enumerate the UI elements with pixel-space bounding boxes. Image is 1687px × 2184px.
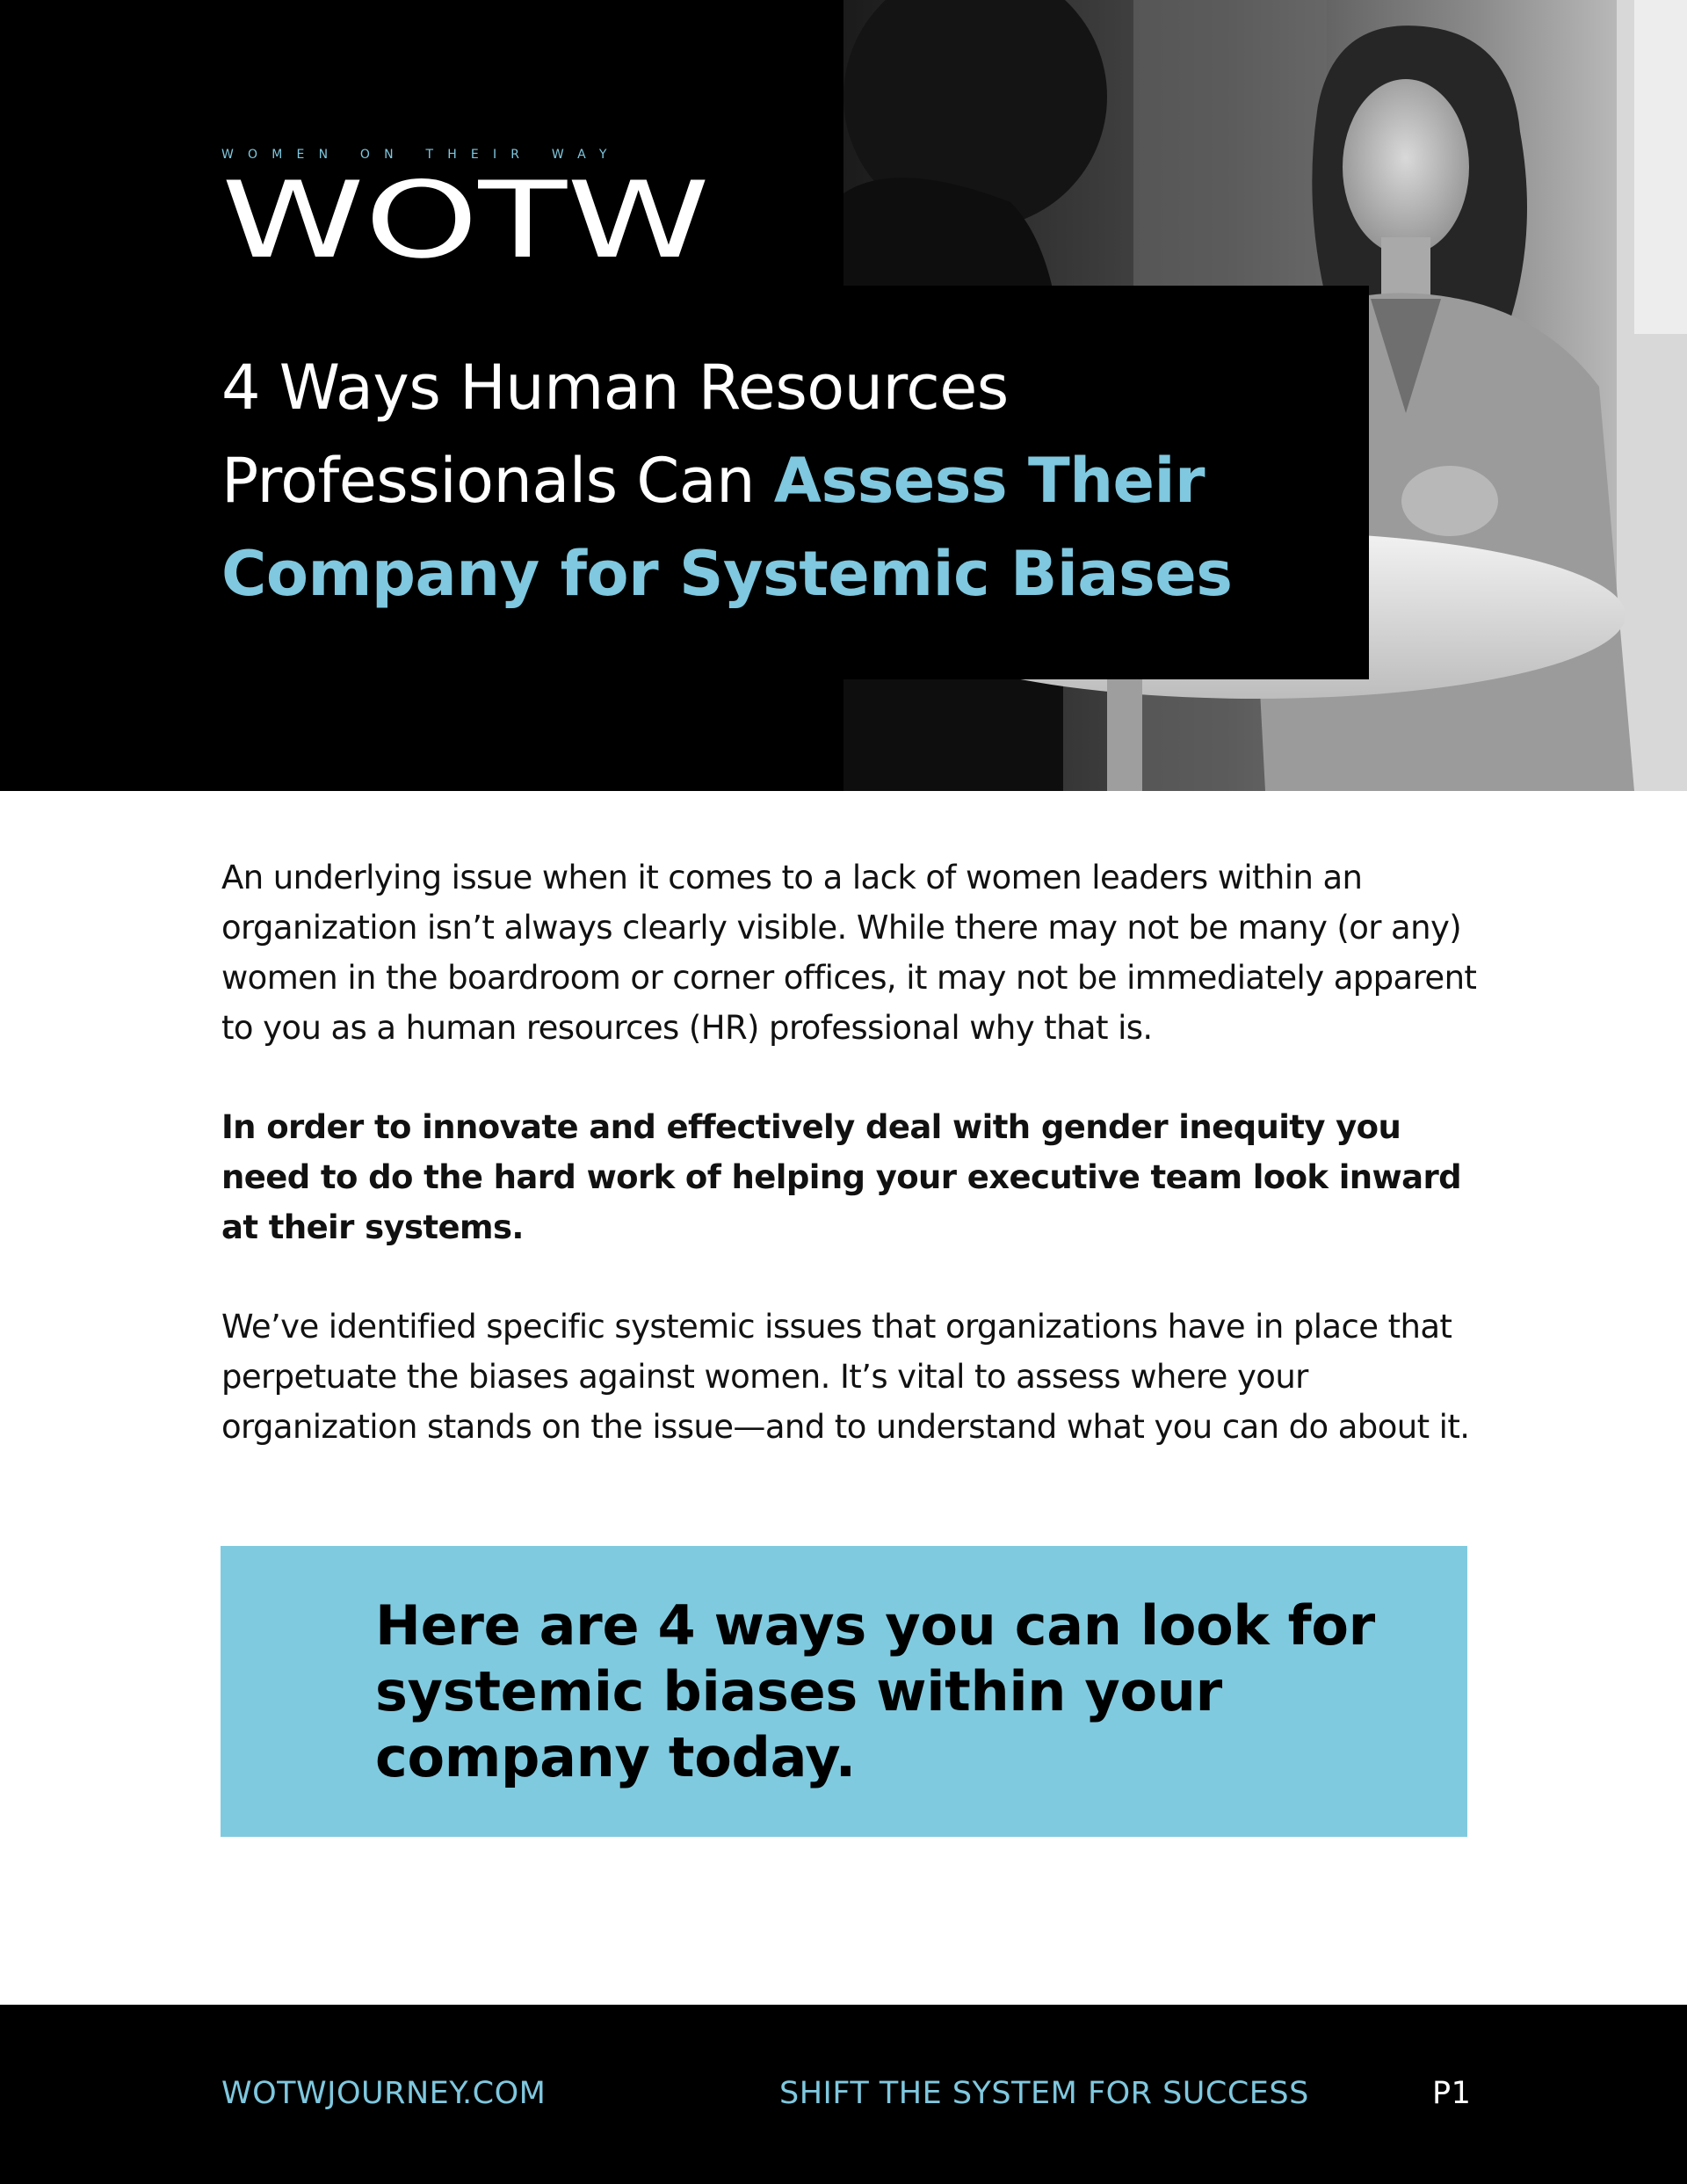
intro-content [221,853,1478,1501]
intro-paragraph-3: We’ve identified specific systemic issues that organizations have in place that perpetuate the biases against women. It’s vital to assess where your organization stands on the issue—and to understand what you can do about it. [221,1308,1470,1446]
logo-wordmark-text: WOTW [221,171,710,267]
intro-paragraph-2: In order to innovate and effectively deal with gender inequity you need to do the hard work of helping your executive team look inward at their systems. [221,1108,1462,1246]
footer-website-link[interactable]: WOTWJOURNEY.COM [221,2076,547,2111]
title-part1: 4 Ways Human Resources Professionals Can [221,352,1009,517]
callout-box [221,1546,1467,1837]
footer-slogan: SHIFT THE SYSTEM FOR SUCCESS [779,2076,1309,2111]
page-title [221,341,1364,620]
intro-paragraph-1: An underlying issue when it comes to a lack of women leaders within an organization isn’t always clearly visible. While there may not be many (or any) women in the boardroom or corner offices, it may not be immediately apparent to you as a human resources (HR) professional why that is. [221,859,1477,1047]
page-number: P1 [1432,2076,1472,2111]
title-highlight: Assess Their Company for Systemic Biases [221,445,1233,610]
logo-tagline: WOMEN ON THEIR WAY [221,148,621,162]
logo-wordmark [221,171,713,267]
wotw-logo [221,148,713,267]
page-footer [0,2005,1687,2184]
callout-text: Here are 4 ways you can look for systemic biases within your company today. [375,1593,1375,1789]
hero-banner [0,0,1687,791]
